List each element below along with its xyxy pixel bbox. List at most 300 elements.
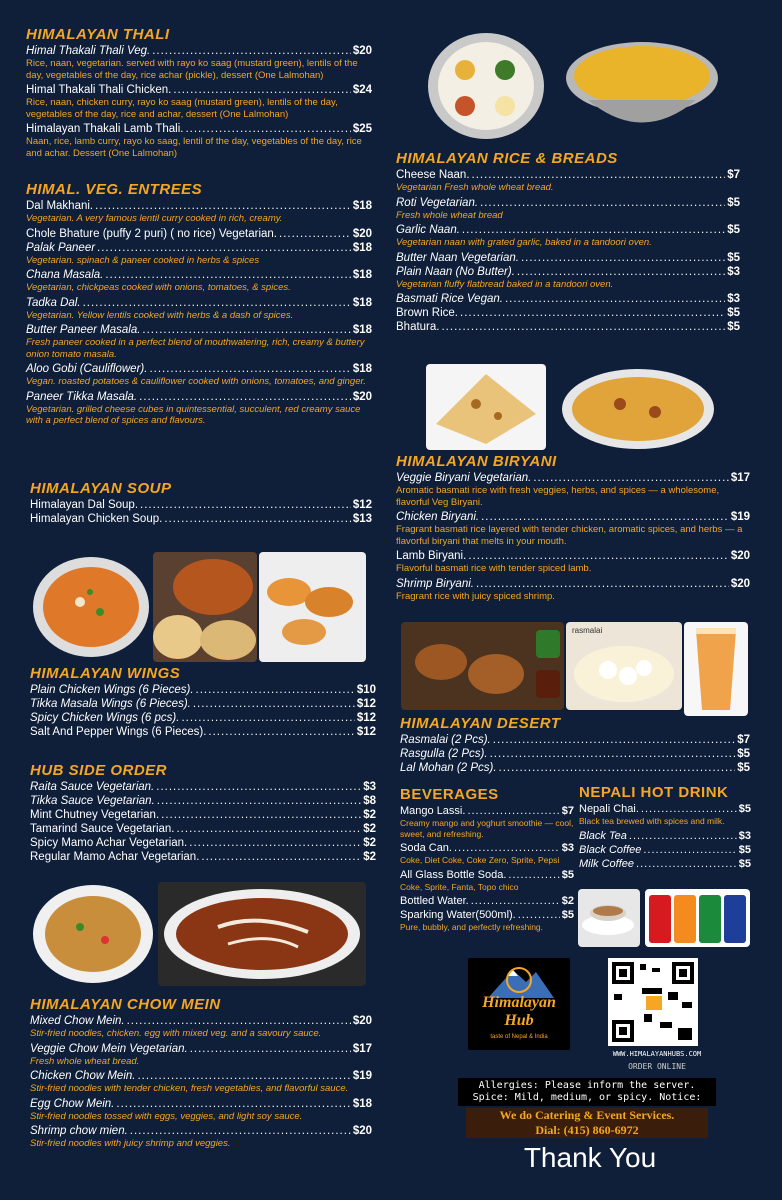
menu-item-name: Dal Makhani. [26, 200, 94, 212]
menu-item-description: Vegetarian. grilled cheese cubes in quintessential, succulent, red creamy sauce with a perfect blend of spices and flavours. [26, 403, 361, 426]
menu-item-name: Raita Sauce Vegetarian. [30, 781, 155, 793]
menu-item [396, 168, 740, 182]
menu-item-description: Fragrant basmati rice layered with tender chicken, aromatic spices, and herbs — a flavorful biryani that melts in your mouth. [396, 524, 743, 547]
menu-list [30, 780, 376, 864]
menu-item [396, 306, 740, 320]
menu-item [579, 857, 751, 871]
right-column-biryani [396, 453, 750, 604]
menu-item-name: Egg Chow Mein. [30, 1097, 115, 1110]
dot-leader [127, 1014, 351, 1028]
menu-item-price: $18 [352, 200, 372, 212]
menu-item-description: Fresh whole wheat bread. [30, 1055, 140, 1067]
menu-item-price: $18 [352, 324, 372, 336]
tea-cup-photo [578, 889, 640, 947]
dot-leader [140, 498, 351, 512]
menu-item-description: Vegetarian. spinach & paneer cooked in herbs & spices [26, 254, 260, 266]
menu-item-description: Vegetarian Fresh whole wheat bread. [396, 182, 554, 193]
dot-leader [161, 808, 361, 822]
menu-item [26, 199, 372, 213]
menu-item-price: $12 [356, 712, 376, 724]
dot-leader [462, 223, 725, 237]
menu-item-description: Vegetarian, chickpeas cooked with onions, tomatoes, & spices. [26, 282, 291, 293]
menu-item [579, 802, 751, 816]
allergy-line: Allergies: Please inform the server. [478, 1080, 696, 1091]
menu-item [26, 44, 372, 58]
menu-item-price: $7 [737, 734, 750, 746]
menu-item-name: Plain Naan (No Butter). [396, 265, 515, 278]
menu-item [400, 761, 750, 775]
menu-item-price: $5 [727, 196, 740, 209]
menu-item [400, 894, 574, 908]
menu-item [579, 829, 751, 843]
menu-item [26, 362, 372, 376]
menu-item-price: $18 [352, 269, 372, 281]
dot-leader [201, 850, 361, 864]
menu-item-price: $2 [363, 837, 376, 849]
menu-item-name: Roti Vegetarian. [396, 196, 479, 209]
menu-item-price: $20 [730, 577, 750, 590]
menu-item [30, 822, 376, 836]
menu-item [396, 292, 740, 306]
menu-item-description: Vegan. roasted potatoes & cauliflower cooked with onions, tomatoes, and ginger. [26, 376, 366, 387]
menu-item [396, 549, 750, 563]
dot-leader [629, 829, 737, 843]
menu-item [30, 780, 376, 794]
menu-item-price: $2 [561, 895, 574, 907]
dot-leader [467, 804, 559, 818]
menu-list [26, 199, 372, 427]
menu-list [400, 804, 574, 933]
menu-item-price: $13 [352, 513, 372, 525]
dot-leader [176, 822, 361, 836]
menu-list [30, 1014, 372, 1150]
menu-item-name: Rasmalai (2 Pcs). [400, 734, 491, 746]
menu-item [396, 223, 740, 237]
dot-leader [157, 794, 361, 808]
menu-item [400, 733, 750, 747]
menu-item-price: $5 [561, 868, 574, 881]
menu-item-name: Palak Paneer [26, 241, 96, 254]
menu-item-description: Stir-fried noodles with tender chicken, fresh vegetables, and flavorful sauce. [30, 1083, 349, 1094]
menu-item-price: $5 [738, 803, 751, 815]
section-title: HUB SIDE ORDER [30, 762, 168, 779]
dot-leader [142, 323, 350, 337]
beverages-column [400, 786, 574, 935]
menu-item-price: $5 [727, 321, 740, 333]
qr-code[interactable] [608, 958, 698, 1046]
menu-item [396, 577, 750, 591]
menu-item-price: $24 [352, 84, 372, 96]
dot-leader [518, 908, 560, 922]
menu-item-price: $7 [561, 805, 574, 817]
biryani-photo [560, 364, 716, 450]
dot-leader [521, 251, 725, 265]
menu-item-description: Stir-fried noodles, chicken. egg with mixed veg. and a savoury sauce. [30, 1028, 322, 1039]
menu-item-price: $5 [737, 748, 750, 760]
dot-leader [196, 683, 355, 697]
dot-leader [641, 802, 737, 816]
menu-item-price: $19 [352, 1070, 372, 1082]
menu-item-price: $18 [352, 241, 372, 254]
menu-item-name: Soda Can. [400, 842, 452, 854]
menu-item-price: $2 [363, 823, 376, 835]
menu-item-price: $12 [352, 499, 372, 511]
menu-item [396, 251, 740, 265]
menu-item-price: $20 [730, 550, 750, 562]
menu-item [400, 841, 574, 855]
left-column-side [30, 762, 376, 864]
dot-leader [116, 1097, 350, 1111]
menu-item-name: Cheese Naan. [396, 169, 470, 181]
biryani-section [396, 453, 750, 602]
menu-item-name: Chicken Biryani. [396, 511, 480, 523]
menu-item [396, 510, 750, 524]
paneer-curry-photo [158, 882, 366, 986]
qr-url[interactable]: WWW.HIMALAYANHUBS.COM [612, 1050, 702, 1058]
menu-item-name: Bhatura. [396, 321, 440, 333]
dot-leader [471, 894, 560, 908]
himalayan-hub-logo [468, 958, 570, 1050]
chow-section [30, 996, 372, 1150]
menu-item-price: $2 [363, 851, 376, 863]
menu-item-price: $5 [738, 843, 751, 856]
menu-item-name: Brown Rice. [396, 307, 458, 319]
dot-leader [152, 44, 351, 58]
dot-leader [480, 196, 725, 210]
menu-item-price: $20 [352, 1125, 372, 1137]
soup-section [30, 480, 372, 526]
soda-cans-photo [645, 889, 750, 947]
menu-list [396, 471, 750, 602]
menu-item [30, 1042, 372, 1056]
chicken-wings-photo [259, 552, 366, 662]
menu-item-name: Nepali Chai. [579, 803, 639, 815]
section-title: HIMALAYAN BIRYANI [396, 453, 557, 470]
menu-list [400, 733, 750, 775]
menu-item-name: Spicy Chicken Wings (6 pcs). [30, 712, 180, 724]
menu-item-price: $18 [352, 363, 372, 375]
menu-item-price: $7 [727, 169, 740, 181]
menu-item-price: $3 [561, 842, 574, 854]
left-column-veg [26, 181, 372, 429]
menu-item-name: Veggie Chow Mein Vegetarian. [30, 1042, 188, 1055]
dot-leader [481, 510, 729, 524]
menu-item [30, 794, 376, 808]
catering-line: We do Catering & Event Services. [499, 1108, 675, 1122]
dot-leader [454, 841, 560, 855]
menu-item-name: Lamb Biryani. [396, 550, 467, 562]
menu-item-price: $25 [352, 123, 372, 135]
menu-item-name: Garlic Naan. [396, 224, 460, 236]
menu-item [30, 683, 376, 697]
menu-item-description: Stir-fried noodles tossed with eggs, veggies, and light soy sauce. [30, 1110, 303, 1122]
breads-section [396, 150, 740, 334]
menu-item-name: Himalayan Chicken Soup. [30, 513, 163, 525]
menu-item-name: Chole Bhature (puffy 2 puri) ( no rice) Vegetarian. [26, 227, 278, 240]
naan-photo [426, 364, 546, 450]
menu-item-name: Mixed Chow Mein. [30, 1015, 125, 1027]
menu-list [26, 44, 372, 159]
menu-item-description: Fresh whole wheat bread [396, 209, 503, 221]
menu-item-price: $12 [356, 698, 376, 710]
dot-leader [499, 761, 736, 775]
chole-bhature-photo [153, 552, 257, 662]
menu-item-name: Chana Masala. [26, 269, 104, 281]
menu-item-price: $20 [352, 1015, 372, 1027]
menu-list [30, 498, 372, 526]
menu-item-price: $8 [363, 795, 376, 807]
dot-leader [636, 857, 737, 871]
menu-item-price: $5 [561, 909, 574, 921]
menu-item-name: Sparking Water(500ml). [400, 909, 516, 921]
menu-list [396, 168, 740, 334]
dot-leader [208, 725, 354, 739]
menu-item-name: Himal Thakali Thali Veg. [26, 45, 151, 57]
dot-leader [533, 471, 728, 485]
section-title: HIMALAYAN DESERT [400, 715, 561, 732]
menu-item-name: Veggie Biryani Vegetarian. [396, 472, 532, 484]
menu-item [30, 850, 376, 864]
menu-item-description: Aromatic basmati rice with fresh veggies, herbs, and spices — a wholesome, flavorful Veg Biryani. [396, 485, 720, 508]
dot-leader [505, 292, 725, 306]
menu-item-name: Shrimp chow mien. [30, 1125, 128, 1137]
menu-item [400, 804, 574, 818]
dot-leader [97, 241, 351, 255]
dot-leader [190, 1042, 351, 1056]
spice-line: Spice: Mild, medium, or spicy. Notice: [472, 1092, 702, 1103]
section-title: HIMALAYAN RICE & BREADS [396, 150, 618, 167]
menu-item-description: Stir-fried noodles with juicy shrimp and veggies. [30, 1138, 231, 1149]
menu-item [26, 227, 372, 241]
menu-item-name: Tamarind Sauce Vegetarian. [30, 823, 175, 835]
dot-leader [130, 1124, 351, 1138]
left-column-soup [30, 480, 372, 526]
menu-item-name: Tikka Masala Wings (6 Pieces). [30, 698, 191, 710]
menu-item-name: Basmati Rice Vegan. [396, 293, 503, 305]
dot-leader [95, 199, 351, 213]
hot-drink-column [579, 784, 751, 871]
menu-item-price: $3 [363, 781, 376, 793]
menu-item-description: Flavorful basmati rice with tender spiced lamb. [396, 563, 592, 574]
left-column-chow [30, 996, 372, 1152]
menu-item-name: Shrimp Biryani. [396, 577, 474, 590]
menu-item-price: $18 [352, 1097, 372, 1110]
left-column-wings [30, 665, 376, 739]
menu-item-price: $20 [352, 45, 372, 57]
dot-leader [105, 268, 350, 282]
dot-leader [460, 306, 725, 320]
menu-item-name: Bottled Water. [400, 895, 469, 907]
menu-item-name: Lal Mohan (2 Pcs). [400, 762, 497, 774]
menu-item-price: $17 [352, 1042, 372, 1055]
right-column-dessert [400, 715, 750, 775]
hot-drink-section [579, 784, 751, 871]
dot-leader [490, 747, 736, 761]
rasmalai-photo [566, 622, 682, 710]
side-section [30, 762, 376, 864]
menu-item-description: Vegetarian fluffy flatbread baked in a tandoori oven. [396, 278, 614, 290]
right-column-breads [396, 150, 740, 334]
menu-item [396, 320, 740, 334]
section-title: HIMALAYAN SOUP [30, 480, 172, 497]
menu-item-price: $20 [352, 227, 372, 240]
section-title: HIMAL. VEG. ENTREES [26, 181, 203, 198]
logo-line2: Hub [504, 1012, 534, 1029]
menu-item-description: Vegetarian. A very famous lentil curry cooked in rich, creamy. [26, 213, 283, 224]
dot-leader [164, 512, 350, 526]
menu-item-description: Pure, bubbly, and perfectly refreshing. [400, 922, 544, 932]
menu-item [30, 498, 372, 512]
menu-item-price: $5 [727, 251, 740, 264]
catering-banner [466, 1108, 708, 1138]
thank-you-text: Thank You [523, 1142, 657, 1173]
menu-item [400, 908, 574, 922]
dot-leader [508, 868, 559, 882]
menu-item [30, 725, 376, 739]
menu-item-description: Vegetarian. Yellow lentils cooked with herbs & a dash of spices. [26, 309, 294, 321]
menu-item-price: $20 [352, 390, 372, 403]
menu-item [26, 390, 372, 404]
menu-item [400, 747, 750, 761]
menu-item-price: $18 [352, 296, 372, 309]
dal-bowl-photo [558, 30, 726, 140]
menu-item [26, 122, 372, 136]
menu-item-name: Butter Naan Vegetarian. [396, 251, 519, 264]
menu-item [26, 296, 372, 310]
menu-item-price: $5 [737, 762, 750, 774]
catering-phone[interactable]: Dial: (415) 860-6972 [535, 1123, 639, 1137]
menu-item-name: Black Coffee [579, 843, 642, 856]
menu-item-price: $19 [730, 511, 750, 523]
dot-leader [139, 390, 351, 404]
menu-item-name: Plain Chicken Wings (6 Pieces). [30, 684, 194, 696]
menu-item-name: Spicy Mamo Achar Vegetarian. [30, 837, 188, 849]
menu-item-description: Creamy mango and yoghurt smoothie — cool, sweet, and refreshing. [400, 818, 574, 839]
dot-leader [83, 296, 351, 310]
thali-plate-photo [425, 30, 547, 142]
rasmalai-caption: rasmalai [572, 626, 603, 635]
menu-item [579, 843, 751, 857]
dot-leader [472, 168, 726, 182]
menu-item-name: Himalayan Dal Soup. [30, 499, 139, 511]
lassi-photo [684, 622, 748, 716]
menu-item-name: Aloo Gobi (Cauliflower). [26, 363, 148, 375]
chow-mein-photo [30, 882, 156, 986]
menu-item-price: $5 [727, 307, 740, 319]
menu-item [26, 241, 372, 255]
menu-item-price: $3 [727, 293, 740, 305]
menu-item [396, 471, 750, 485]
menu-list [30, 683, 376, 739]
menu-item-name: Chicken Chow Mein. [30, 1070, 136, 1082]
menu-item-price: $10 [356, 684, 376, 696]
dot-leader [476, 577, 729, 591]
menu-item-description: Naan, rice, lamb curry, rayo ko saag, lentil of the day, vegetables of the day, rice and achar. Dessert (One Lalmohan) [26, 136, 362, 159]
menu-item-description: Black tea brewed with spices and milk. [579, 816, 725, 826]
veg-section [26, 181, 372, 427]
allergy-notice [458, 1078, 716, 1106]
dot-leader [493, 733, 735, 747]
menu-item [396, 196, 740, 210]
section-title: HIMALAYAN THALI [26, 26, 170, 43]
dot-leader [189, 836, 361, 850]
menu-item-name: Salt And Pepper Wings (6 Pieces). [30, 726, 207, 738]
menu-item-name: Paneer Tikka Masala. [26, 390, 138, 403]
section-title: HIMALAYAN WINGS [30, 665, 181, 682]
menu-item-name: Mango Lassi. [400, 805, 466, 817]
dot-leader [468, 549, 729, 563]
section-title: NEPALI HOT DRINK [579, 784, 729, 801]
menu-item-name: Himalayan Thakali Lamb Thali. [26, 123, 184, 135]
beverages-section [400, 786, 574, 933]
menu-item-name: Rasgulla (2 Pcs). [400, 748, 488, 760]
order-online-label[interactable]: ORDER ONLINE [628, 1062, 686, 1071]
menu-item-price: $3 [727, 265, 740, 278]
menu-item [30, 697, 376, 711]
menu-item-name: All Glass Bottle Soda. [400, 868, 507, 881]
menu-item [30, 1097, 372, 1111]
pakora-photo [401, 622, 564, 710]
section-title: HIMALAYAN CHOW MEIN [30, 996, 221, 1013]
section-title: BEVERAGES [400, 786, 499, 803]
menu-item [30, 1069, 372, 1083]
butter-chicken-photo [30, 552, 152, 662]
menu-item [30, 711, 376, 725]
menu-item [26, 323, 372, 337]
menu-item-name: Regular Mamo Achar Vegetarian. [30, 851, 200, 863]
menu-item-price: $5 [738, 857, 751, 870]
menu-item [26, 268, 372, 282]
menu-item-name: Mint Chutney Vegetarian. [30, 809, 160, 821]
menu-item [396, 265, 740, 279]
menu-item-description: Coke, Sprite, Fanta, Topo chico [400, 881, 519, 892]
menu-item [30, 1124, 372, 1138]
dot-leader [279, 227, 351, 241]
menu-item-description: Fragrant rice with juicy spiced shrimp. [396, 590, 555, 602]
menu-item-name: Milk Coffee [579, 857, 635, 870]
menu-item-description: Rice, naan, chicken curry, rayo ko saag (mustard green), lentils of the day, vegetables of the day, rice and achar, dessert (One Lalmohan) [26, 97, 338, 120]
menu-item [26, 83, 372, 97]
menu-item-description: Coke, Diet Coke, Coke Zero, Sprite, Pepsi [400, 855, 560, 865]
menu-item-price: $3 [738, 829, 751, 842]
menu-item-price: $12 [356, 726, 376, 738]
dot-leader [137, 1069, 350, 1083]
menu-item-name: Butter Paneer Masala. [26, 324, 141, 336]
menu-item [30, 836, 376, 850]
dot-leader [185, 122, 350, 136]
menu-item-description: Rice, naan, vegetarian. served with rayo ko saag (mustard green), lentils of the day, vegetables of the day, rice achar (pickle), dessert (One Lalmohan) [26, 58, 358, 81]
logo-tagline: taste of Nepal & India [490, 1034, 548, 1040]
menu-item-name: Tikka Sauce Vegetarian. [30, 795, 155, 807]
dot-leader [643, 843, 736, 857]
menu-item [30, 512, 372, 526]
menu-item-name: Tadka Dal. [26, 296, 81, 309]
dot-leader [181, 711, 354, 725]
dot-leader [149, 362, 350, 376]
dot-leader [156, 780, 361, 794]
wings-section [30, 665, 376, 739]
thali-section [26, 26, 372, 159]
dot-leader [173, 83, 351, 97]
dot-leader [517, 265, 725, 279]
dessert-section [400, 715, 750, 775]
left-column [26, 26, 372, 161]
menu-list [579, 802, 751, 871]
menu-item [30, 808, 376, 822]
menu-item-price: $5 [727, 224, 740, 236]
menu-item [400, 868, 574, 882]
menu-item [30, 1014, 372, 1028]
